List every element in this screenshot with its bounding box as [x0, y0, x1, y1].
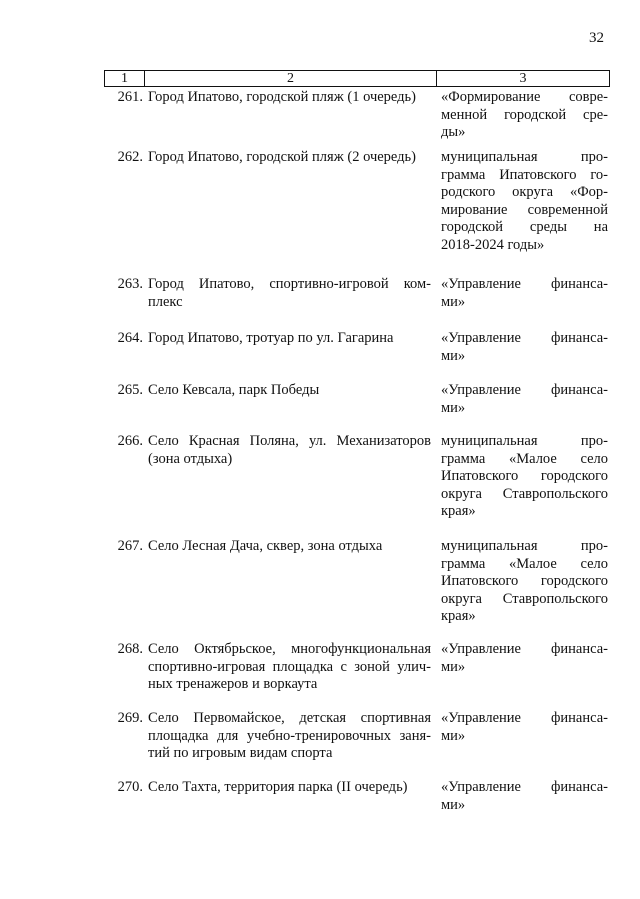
- program-line: ми»: [441, 658, 466, 675]
- header-col-1: 1: [105, 71, 145, 86]
- place-cell: [148, 433, 431, 468]
- place-line: площадка для учебно-тренировочных заня-: [148, 727, 431, 744]
- program-line: 2018-2024 годы»: [441, 236, 545, 253]
- place-line: Село Лесная Дача, сквер, зона отдыха: [148, 538, 383, 554]
- place-cell: [148, 538, 431, 556]
- program-line: «Управление финанса-: [441, 779, 608, 795]
- place-line: Село Красная Поляна, ул. Механизаторов: [148, 433, 431, 449]
- row-number: 267.: [117, 538, 143, 554]
- program-line: мирование современной: [441, 201, 608, 218]
- program-cell: [441, 382, 608, 417]
- program-line: Ипатовского городского: [441, 468, 608, 485]
- place-line: Село Первомайское, детская спортивная: [148, 710, 431, 726]
- place-line: Город Ипатово, городской пляж (1 очередь): [148, 89, 416, 105]
- place-cell: [148, 779, 431, 797]
- header-col-2: 2: [145, 71, 437, 86]
- program-line: ми»: [441, 293, 466, 310]
- program-line: «Формирование совре-: [441, 89, 608, 105]
- place-cell: [148, 89, 431, 107]
- program-line: Ипатовского городского: [441, 573, 608, 590]
- place-line: Город Ипатово, городской пляж (2 очередь): [148, 149, 416, 165]
- program-line: грамма Ипатовского го-: [441, 166, 608, 183]
- program-line: округа Ставропольского: [441, 590, 608, 607]
- header-col-3: 3: [519, 71, 527, 86]
- row-number: 264.: [117, 330, 143, 346]
- row-number: 270.: [117, 779, 143, 795]
- program-line: округа Ставропольского: [441, 485, 608, 502]
- program-cell: [441, 710, 608, 745]
- program-cell: [441, 89, 608, 142]
- program-line: ми»: [441, 399, 466, 416]
- place-line: Город Ипатово, спортивно-игровой ком-: [148, 276, 431, 292]
- place-line: Город Ипатово, тротуар по ул. Гагарина: [148, 330, 394, 346]
- row-number: 262.: [117, 149, 143, 165]
- program-line: ми»: [441, 347, 466, 364]
- program-line: ми»: [441, 796, 466, 813]
- program-line: муниципальная про-: [441, 538, 608, 554]
- program-line: «Управление финанса-: [441, 641, 608, 657]
- program-line: края»: [441, 503, 476, 520]
- program-line: ды»: [441, 124, 466, 141]
- program-cell: [441, 149, 608, 255]
- program-cell: [441, 538, 608, 626]
- place-cell: [148, 276, 431, 311]
- place-line: плекс: [148, 293, 183, 310]
- page-number: 32: [589, 30, 604, 46]
- place-line: Село Октябрьское, многофункциональная: [148, 641, 431, 657]
- place-line: тий по игровым видам спорта: [148, 745, 333, 762]
- program-line: края»: [441, 608, 476, 625]
- program-line: «Управление финанса-: [441, 276, 608, 292]
- table-header: [104, 70, 610, 87]
- place-cell: [148, 641, 431, 694]
- place-cell: [148, 149, 431, 167]
- program-line: родского округа «Фор-: [441, 184, 608, 201]
- place-line: Село Кевсала, парк Победы: [148, 382, 320, 398]
- row-number: 261.: [117, 89, 143, 105]
- program-line: грамма «Малое село: [441, 555, 608, 572]
- program-line: «Управление финанса-: [441, 710, 608, 726]
- program-cell: [441, 433, 608, 521]
- row-number: 269.: [117, 710, 143, 726]
- program-line: ми»: [441, 727, 466, 744]
- program-line: менной городской сре-: [441, 106, 608, 123]
- place-line: (зона отдыха): [148, 450, 233, 467]
- place-line: Село Тахта, территория парка (II очередь): [148, 779, 408, 795]
- row-number: 268.: [117, 641, 143, 657]
- row-number: 263.: [117, 276, 143, 292]
- program-line: «Управление финанса-: [441, 382, 608, 398]
- place-cell: [148, 382, 431, 400]
- row-number: 265.: [117, 382, 143, 398]
- table: [104, 70, 610, 813]
- place-line: спортивно-игровая площадка с зоной улич-: [148, 658, 431, 675]
- program-line: муниципальная про-: [441, 149, 608, 165]
- program-cell: [441, 641, 608, 676]
- program-cell: [441, 276, 608, 311]
- place-line: ных тренажеров и воркаута: [148, 676, 318, 693]
- place-cell: [148, 710, 431, 763]
- program-line: муниципальная про-: [441, 433, 608, 449]
- program-line: городской среды на: [441, 219, 608, 236]
- program-cell: [441, 330, 608, 365]
- place-cell: [148, 330, 431, 348]
- program-cell: [441, 779, 608, 814]
- program-line: грамма «Малое село: [441, 450, 608, 467]
- row-number: 266.: [117, 433, 143, 449]
- program-line: «Управление финанса-: [441, 330, 608, 346]
